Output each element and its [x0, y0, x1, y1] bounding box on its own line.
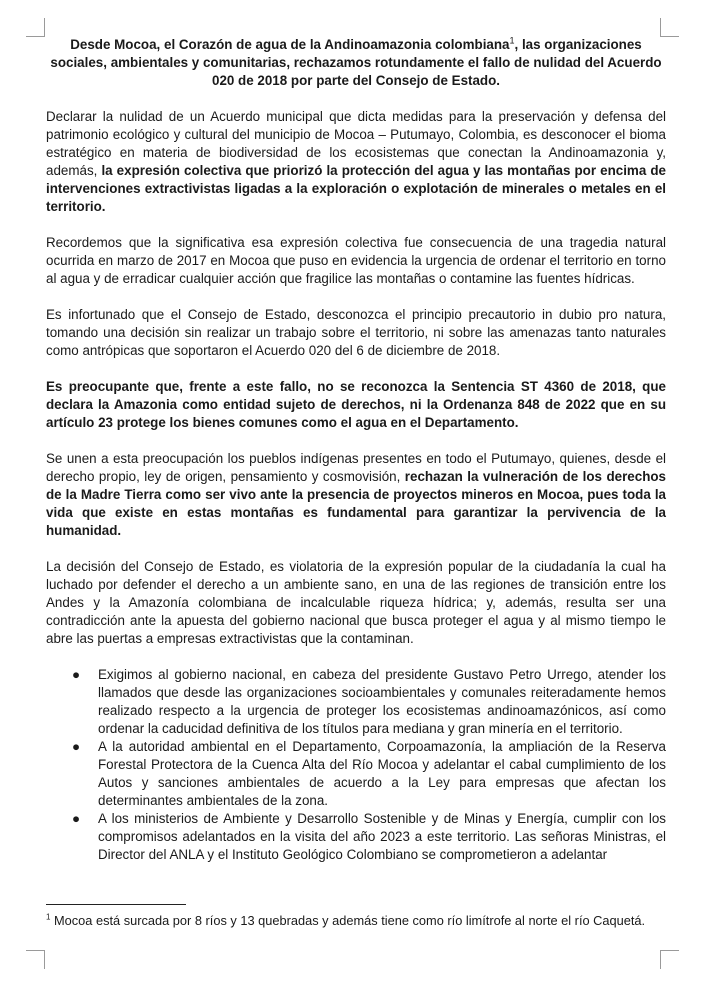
- paragraph-5: [46, 450, 666, 540]
- bullet-icon: ●: [72, 811, 81, 826]
- footnote-separator: [46, 904, 186, 905]
- list-item: [46, 738, 666, 810]
- title-text: Desde Mocoa, el Corazón de agua de la Andinoamazonia colombiana: [70, 37, 510, 52]
- bullet-icon: ●: [72, 739, 81, 754]
- paragraph-4: Es preocupante que, frente a este fallo, no se reconozca la Sentencia ST 4360 de 2018, que declara la Amazonia como entidad sujeto de derechos, ni la Ordenanza 848 de 2022 que en su artículo 23 protege los bienes comunes como el agua en el Departamento.: [46, 379, 666, 430]
- bullet-icon: ●: [72, 667, 81, 682]
- paragraph-1-text: Declarar la nulidad de un Acuerdo municipal que dicta medidas para la preservación y defensa del patrimonio ecológico y cultural del municipio de Mocoa – Putumayo, Colombia, es desconocer el bioma estratégico en materia de biodiversidad de los ecosistemas que conectan la Andinoamazonia y, además,: [46, 109, 666, 178]
- crop-mark-top-left: [26, 18, 45, 37]
- paragraph-3: Es infortunado que el Consejo de Estado, desconozca el principio precautorio in dubio pro natura, tomando una decisión sin realizar un trabajo sobre el territorio, ni sobre las amenazas tanto naturales como antrópicas que soportaron el Acuerdo 020 del 6 de diciembre de 2018.: [46, 307, 666, 358]
- paragraph-1-bold-text: la expresión colectiva que priorizó la protección del agua y las montañas por encima de intervenciones extractivistas ligadas a la exploración o explotación de minerales o metales en el territorio.: [46, 163, 666, 214]
- crop-mark-top-right: [660, 18, 679, 37]
- footnote-reference[interactable]: 1: [509, 35, 515, 46]
- paragraph-5-bold-text: rechazan la vulneración de los derechos de la Madre Tierra como ser vivo ante la presencia de proyectos mineros en Mocoa, pues toda la vida que existe en estas montañas es fundamental para garantizar la pervivencia de la humanidad.: [46, 469, 666, 538]
- footnote-marker: 1: [46, 912, 51, 922]
- paragraph-6: La decisión del Consejo de Estado, es violatoria de la expresión popular de la ciudadanía la cual ha luchado por defender el derecho a un ambiente sano, en una de las regiones de transición entre los Andes y la Amazonía colombiana de incalculable riqueza hídrica; y, además, resulta ser una contradicción ante la apuesta del gobierno nacional que busca proteger el agua y al mismo tiempo le abre las puertas a empresas extractivistas que la contaminan.: [46, 559, 666, 646]
- paragraph-2: Recordemos que la significativa esa expresión colectiva fue consecuencia de una tragedia natural ocurrida en marzo de 2017 en Mocoa que puso en evidencia la urgencia de ordenar el territorio en torno al agua y de erradicar cualquier acción que fragilice las montañas o contamine las fuentes hídricas.: [46, 235, 666, 286]
- footnote: [46, 912, 666, 929]
- crop-mark-bottom-left: [26, 950, 45, 969]
- demands-list: [46, 666, 666, 864]
- list-item: [46, 666, 666, 738]
- list-item-text: A los ministerios de Ambiente y Desarrollo Sostenible y de Minas y Energía, cumplir con los compromisos adelantados en la visita del año 2023 a este territorio. Las señoras Ministras, el Director del ANLA y el Instituto Geológico Colombiano se comprometieron a adelantar: [98, 811, 666, 862]
- footnote-text: Mocoa está surcada por 8 ríos y 13 quebradas y además tiene como río limítrofe al norte el río Caquetá.: [50, 913, 646, 928]
- paragraph-5-text: Se unen a esta preocupación los pueblos indígenas presentes en todo el Putumayo, quienes, desde el derecho propio, ley de origen, pensamiento y cosmovisión,: [46, 451, 666, 484]
- crop-mark-bottom-right: [660, 950, 679, 969]
- document-title: [46, 36, 666, 90]
- paragraph-1: [46, 108, 666, 216]
- list-item-text: Exigimos al gobierno nacional, en cabeza del presidente Gustavo Petro Urrego, atender los llamados que desde las organizaciones socioambientales y comunales reiteradamente hemos realizado respecto a la urgencia de proteger los ecosistemas andinoamazónicos, así como ordenar la caducidad definitiva de los títulos para mediana y gran minería en el territorio.: [98, 667, 666, 736]
- document-body: [46, 36, 666, 864]
- list-item: [46, 810, 666, 864]
- list-item-text: A la autoridad ambiental en el Departamento, Corpoamazonía, la ampliación de la Reserva Forestal Protectora de la Cuenca Alta del Río Mocoa y adelantar el cabal cumplimiento de los Autos y sanciones ambientales de acuerdo a la Ley para empresas que afectan los determinantes ambientales de la zona.: [98, 739, 666, 808]
- title-text-continued: , las organizaciones sociales, ambientales y comunitarias, rechazamos rotundamente el fallo de nulidad del Acuerdo 020 de 2018 por parte del Consejo de Estado.: [50, 37, 662, 88]
